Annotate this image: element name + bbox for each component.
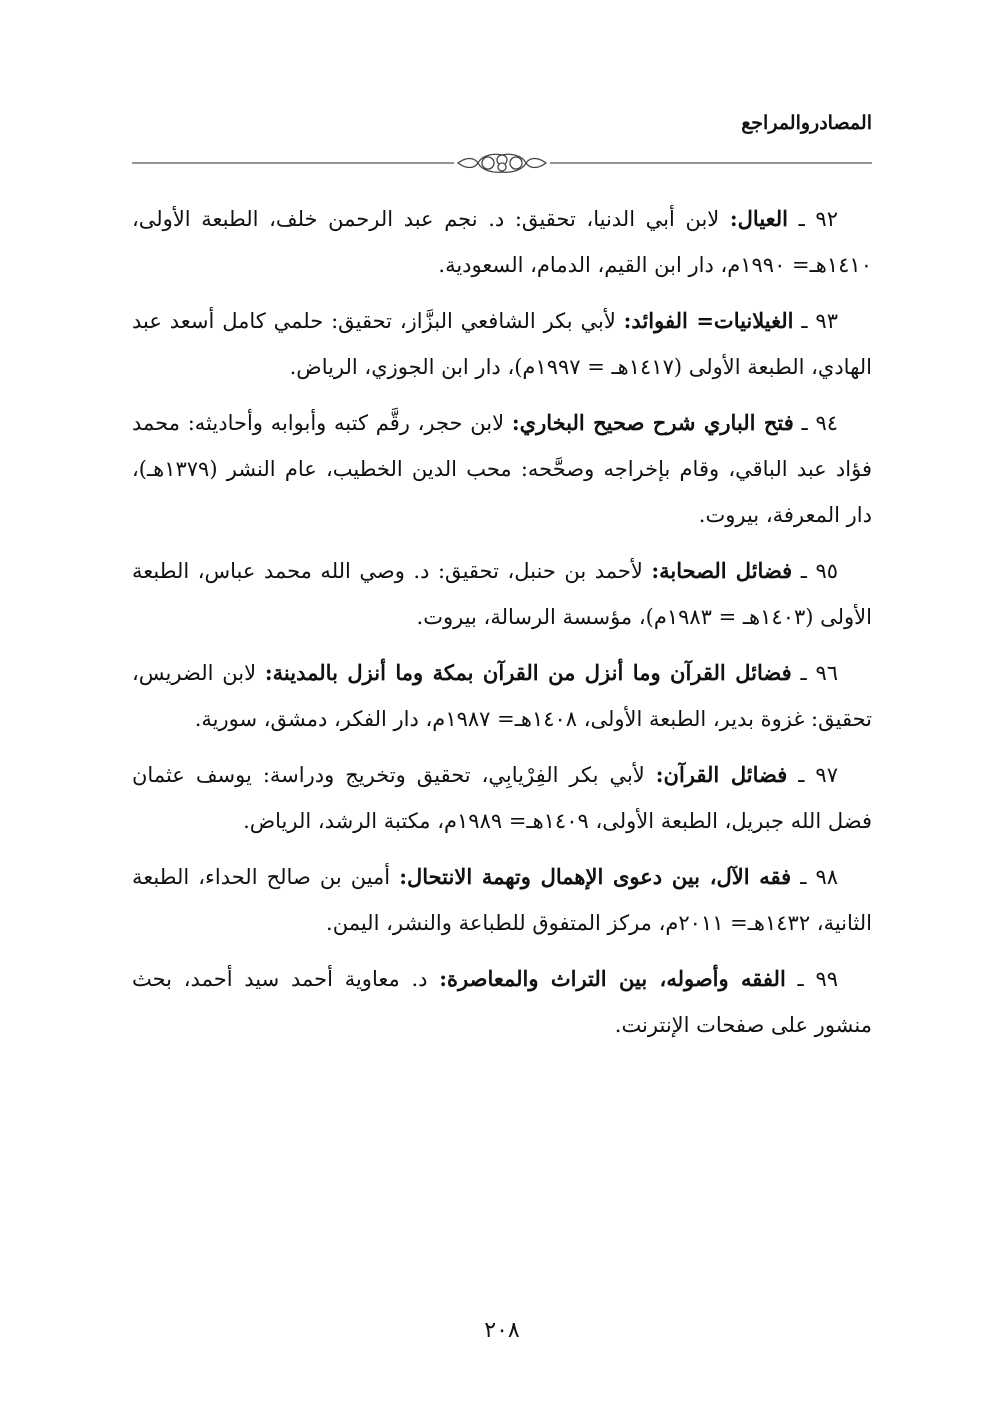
bibliography-entry-93 (132, 298, 872, 390)
page-number: ٢٠٨ (484, 1318, 520, 1343)
entry-number: ٩٦ ـ (800, 661, 838, 685)
bibliography-entry-98 (132, 854, 872, 946)
entry-details: لابن أبي الدنيا، تحقيق: د. نجم عبد الرحمن خلف، الطبعة الأولى، ١٤١٠هـ= ١٩٩٠م، دار ابن القيم، الدمام، السعودية. (132, 207, 872, 277)
entry-details: د. معاوية أحمد سيد أحمد، بحث منشور على صفحات الإنترنت. (132, 967, 872, 1037)
bibliography-entry-99 (132, 956, 872, 1048)
entry-details: لابن الضريس، تحقيق: غزوة بدير، الطبعة الأولى، ١٤٠٨هـ= ١٩٨٧م، دار الفكر، دمشق، سورية. (132, 661, 872, 731)
entry-number: ٩٣ ـ (801, 309, 838, 333)
entry-number: ٩٩ ـ (797, 967, 838, 991)
entry-title: فضائل القرآن وما أنزل من القرآن بمكة وما أنزل بالمدينة: (264, 660, 792, 685)
entry-number: ٩٨ ـ (800, 865, 839, 889)
entry-details: لأبي بكر الفِرْيابِي، تحقيق وتخريج ودراسة: يوسف عثمان فضل الله جبريل، الطبعة الأولى، ١٤٠٩هـ= ١٩٨٩م، مكتبة الرشد، الرياض. (132, 763, 872, 833)
entry-title: الغيلانيات= الفوائد: (623, 308, 794, 333)
entry-details: أمين بن صالح الحداء، الطبعة الثانية، ١٤٣٢هـ= ٢٠١١م، مركز المتفوق للطباعة والنشر، اليمن. (132, 865, 872, 935)
entry-details: لابن حجر، رقَّم كتبه وأبوابه وأحاديثه: محمد فؤاد عبد الباقي، وقام بإخراجه وصحَّحه: محب الدين الخطيب، عام النشر (١٣٧٩هـ)، دار المعرفة، بيروت. (132, 411, 872, 527)
entry-number: ٩٥ ـ (800, 559, 838, 583)
ornamental-divider (132, 148, 872, 176)
bibliography-entry-95 (132, 548, 872, 640)
entry-number: ٩٢ ـ (798, 207, 838, 231)
entry-number: ٩٤ ـ (801, 411, 839, 435)
entry-title: فضائل القرآن: (655, 762, 788, 787)
entry-title: العيال: (729, 206, 789, 231)
running-header: المصادروالمراجع (741, 112, 872, 134)
entry-title: فضائل الصحابة: (651, 558, 793, 583)
bibliography-entry-92 (132, 196, 872, 288)
entry-details: لأبي بكر الشافعي البزَّاز، تحقيق: حلمي كامل أسعد عبد الهادي، الطبعة الأولى (١٤١٧هـ = ١٩٩٧م)، دار ابن الجوزي، الرياض. (132, 309, 872, 379)
entry-details: لأحمد بن حنبل، تحقيق: د. وصي الله محمد عباس، الطبعة الأولى (١٤٠٣هـ = ١٩٨٣م)، مؤسسة الرسالة، بيروت. (132, 559, 872, 629)
entry-number: ٩٧ ـ (798, 763, 838, 787)
bibliography-entry-97 (132, 752, 872, 844)
bibliography-entry-94 (132, 400, 872, 538)
entry-title: الفقه وأصوله، بين التراث والمعاصرة: (439, 966, 786, 991)
entry-title: فتح الباري شرح صحيح البخاري: (511, 410, 794, 435)
bibliography-entry-96 (132, 650, 872, 742)
bibliography-list (132, 196, 872, 1058)
entry-title: فقه الآل، بين دعوى الإهمال وتهمة الانتحال: (399, 864, 792, 889)
